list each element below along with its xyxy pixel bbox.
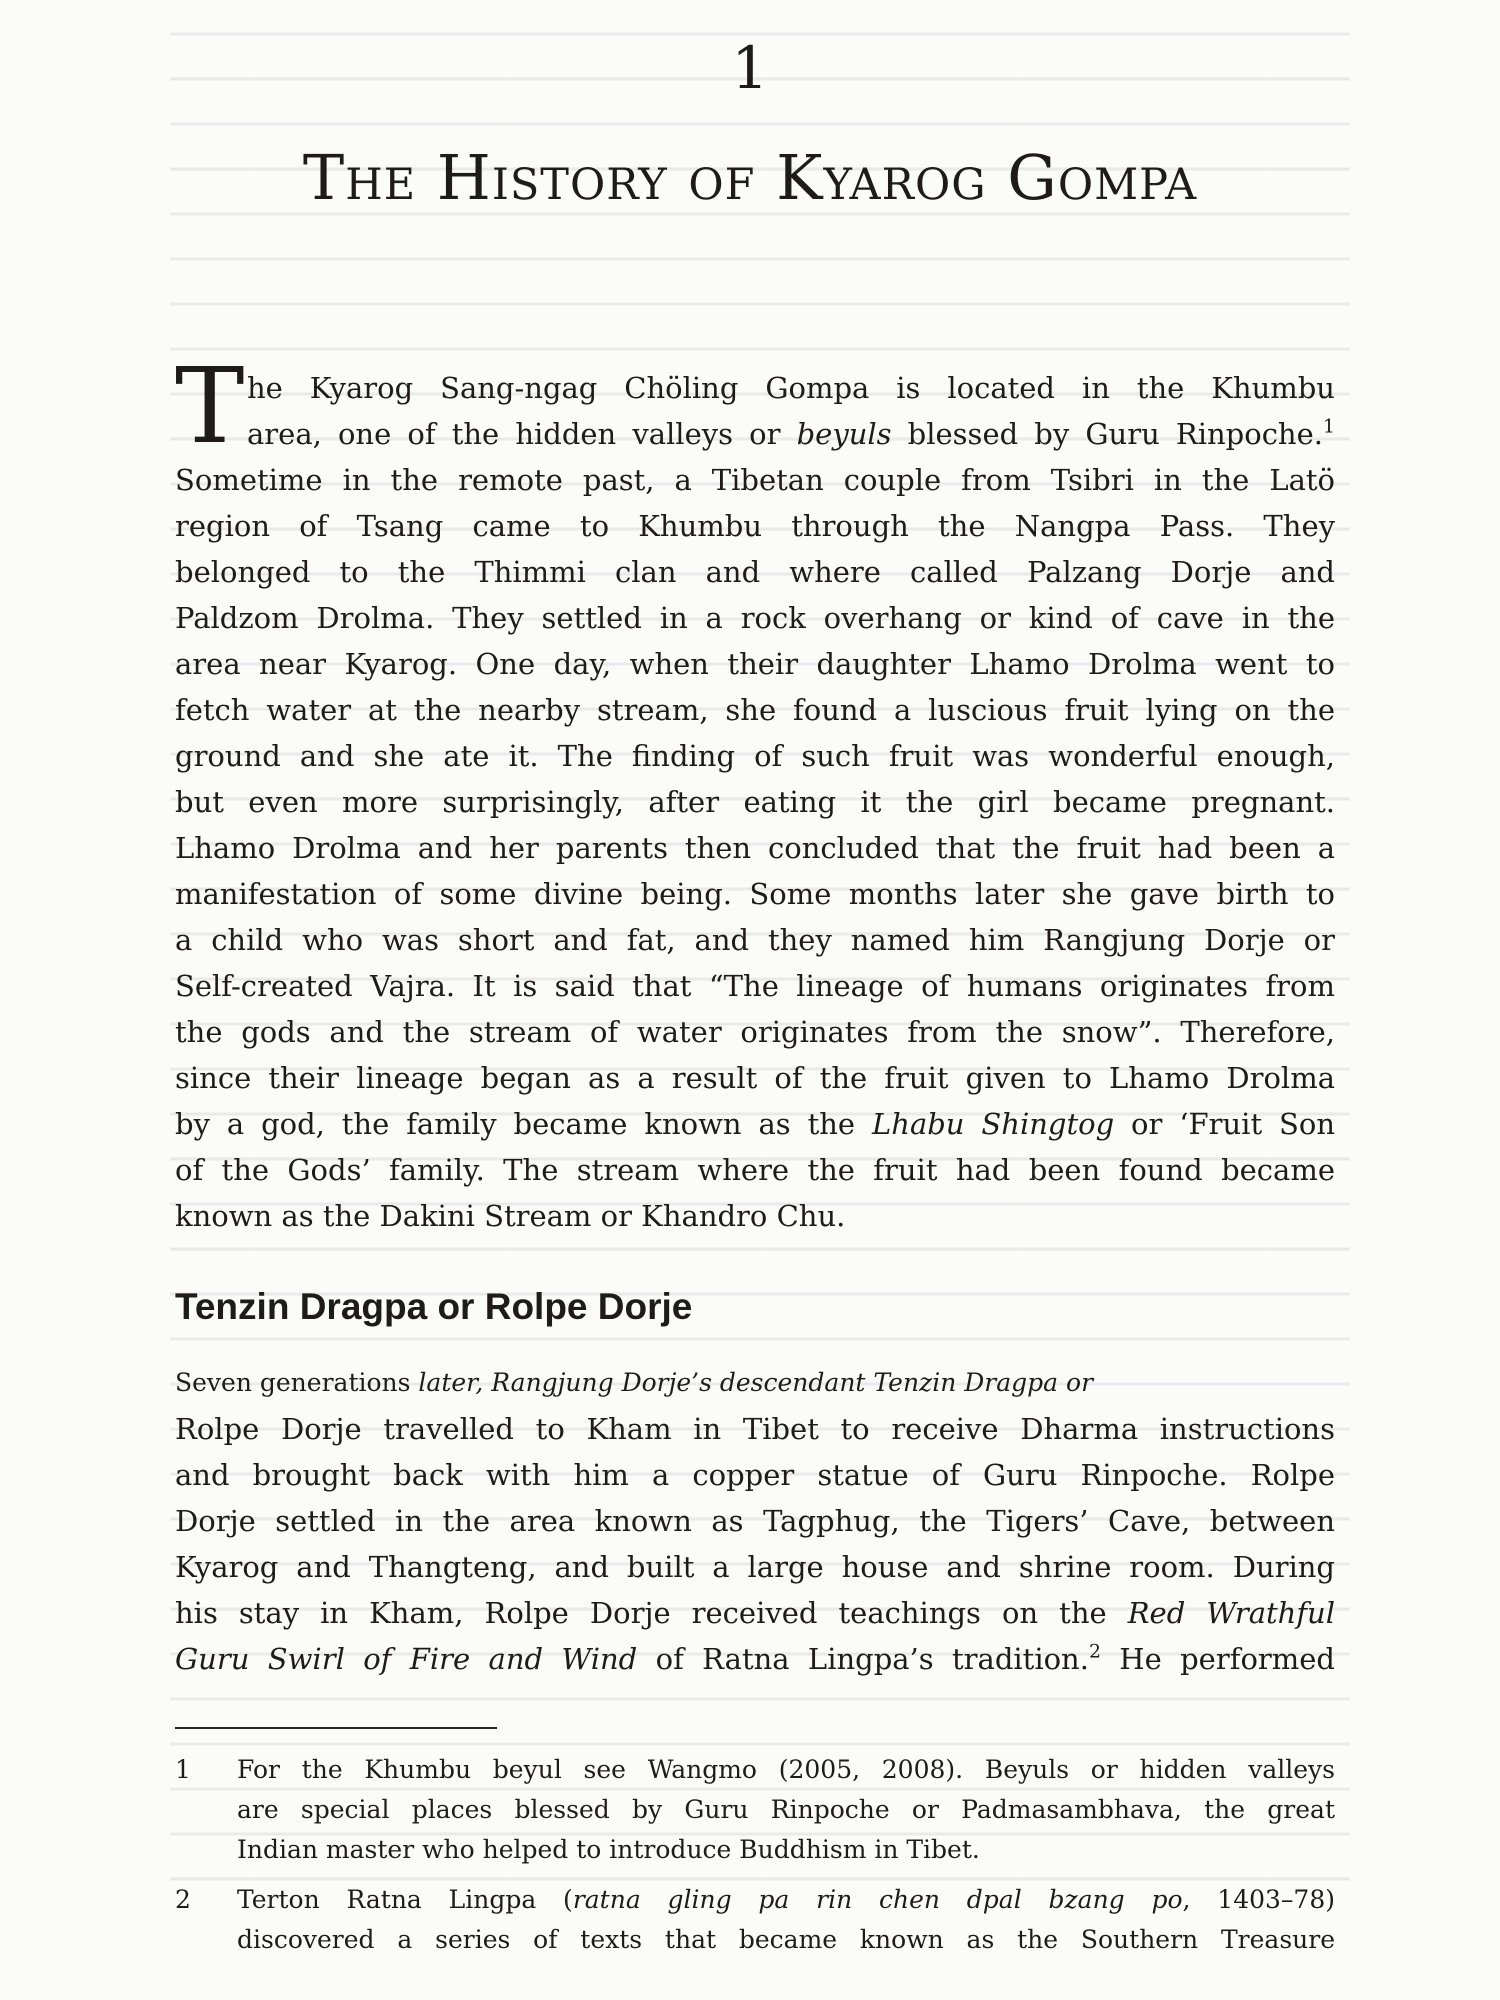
footnote-text <box>237 1750 1335 1870</box>
footnote-line: are special places blessed by Guru Rinpoche or Padmasambhava, the great <box>237 1795 1335 1824</box>
drop-cap: T <box>175 345 245 467</box>
footnote-divider <box>175 1727 497 1729</box>
paragraph-line: the gods and the stream of water originates from the snow”. Therefore, <box>175 1015 1335 1049</box>
paragraph-line: by a god, the family became known as the Lhabu Shingtog or ‘Fruit Son <box>175 1107 1335 1141</box>
paragraph-line: and brought back with him a copper statue of Guru Rinpoche. Rolpe <box>175 1458 1335 1492</box>
paragraph-line: Paldzom Drolma. They settled in a rock overhang or kind of cave in the <box>175 601 1335 635</box>
section-paragraph <box>175 1360 1335 1682</box>
footnote-line: Terton Ratna Lingpa (ratna gling pa rin chen dpal bzang po, 1403–78) <box>237 1885 1335 1914</box>
paragraph-line: Kyarog and Thangteng, and built a large house and shrine room. During <box>175 1550 1335 1584</box>
paragraph-line: of the Gods’ family. The stream where the fruit had been found became <box>175 1153 1335 1187</box>
section-heading: Tenzin Dragpa or Rolpe Dorje <box>175 1286 693 1327</box>
chapter-number: 1 <box>731 34 769 102</box>
footnote-number: 1 <box>175 1755 191 1784</box>
paragraph-line: area near Kyarog. One day, when their daughter Lhamo Drolma went to <box>175 647 1335 681</box>
paragraph-line: belonged to the Thimmi clan and where called Palzang Dorje and <box>175 555 1335 589</box>
paragraph-line: Dorje settled in the area known as Tagphug, the Tigers’ Cave, between <box>175 1504 1335 1538</box>
footnote-line: discovered a series of texts that became known as the Southern Treasure <box>237 1925 1335 1954</box>
footnote-line: For the Khumbu beyul see Wangmo (2005, 2008). Beyuls or hidden valleys <box>237 1755 1335 1784</box>
paragraph-line: manifestation of some divine being. Some months later she gave birth to <box>175 877 1335 911</box>
paragraph-line: but even more surprisingly, after eating it the girl became pregnant. <box>175 785 1335 819</box>
paragraph-line: region of Tsang came to Khumbu through the Nangpa Pass. They <box>175 509 1335 543</box>
paragraph-line: area, one of the hidden valleys or beyuls blessed by Guru Rinpoche.$^1$ <box>247 416 1335 451</box>
footnote-number: 2 <box>175 1885 191 1914</box>
paragraph-line: his stay in Kham, Rolpe Dorje received teachings on the Red Wrathful <box>175 1596 1335 1630</box>
paragraph-line: Lhamo Drolma and her parents then concluded that the fruit had been a <box>175 831 1335 865</box>
paragraph-line: Guru Swirl of Fire and Wind of Ratna Lingpa’s tradition.$^2$ He performed <box>175 1641 1335 1676</box>
paragraph-line: fetch water at the nearby stream, she found a luscious fruit lying on the <box>175 693 1335 727</box>
footnote-line: Indian master who helped to introduce Buddhism in Tibet. <box>237 1835 980 1864</box>
footnote-text <box>237 1880 1335 1960</box>
paragraph-line: known as the Dakini Stream or Khandro Chu. <box>175 1199 846 1233</box>
paragraph-line: Self-created Vajra. It is said that “The lineage of humans originates from <box>175 969 1335 1003</box>
paragraph-line: Rolpe Dorje travelled to Kham in Tibet to receive Dharma instructions <box>175 1412 1335 1446</box>
paragraph-line: he Kyarog Sang-ngag Chöling Gompa is located in the Khumbu <box>247 371 1335 405</box>
paragraph-line: since their lineage began as a result of the fruit given to Lhamo Drolma <box>175 1061 1335 1095</box>
paragraph-line: Seven generations later, Rangjung Dorje’s descendant Tenzin Dragpa or <box>175 1368 1094 1397</box>
intro-paragraph <box>175 365 1335 1239</box>
chapter-title: The History of Kyarog Gompa <box>302 141 1198 214</box>
paragraph-line: a child who was short and fat, and they named him Rangjung Dorje or <box>175 923 1335 957</box>
paragraph-line: Sometime in the remote past, a Tibetan couple from Tsibri in the Latö <box>175 463 1335 497</box>
paragraph-line: ground and she ate it. The finding of such fruit was wonderful enough, <box>175 739 1335 773</box>
